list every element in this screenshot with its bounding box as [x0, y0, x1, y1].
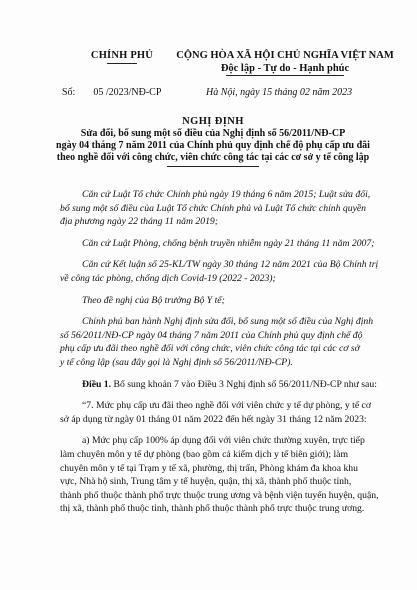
point-a [60, 434, 380, 516]
text-line: Căn cứ Kết luận số 25-KL/TW ngày 30 tháng 12 năm 2021 của Bộ Chính trị [82, 259, 379, 271]
issuing-agency: CHÍNH PHỦ [90, 50, 154, 61]
motto-underline [226, 75, 344, 76]
legal-basis-paragraph [60, 258, 380, 285]
document-body [60, 188, 380, 524]
issuing-agency-block [72, 50, 172, 64]
clause-7 [60, 399, 380, 426]
text-line: số 56/2011/NĐ-CP ngày 04 tháng 7 năm 2011 của Chính phủ quy định chế độ [60, 329, 363, 341]
text-line: sở áp dụng từ ngày 01 tháng 01 năm 2022 đến hết ngày 31 tháng 12 năm 2023: [60, 413, 367, 425]
text-line: thành phố thuộc thành phố trực thuộc trung ương và bệnh viện tuyến huyện, quận, [60, 489, 379, 501]
document-number [62, 87, 161, 98]
promulgation-paragraph [60, 315, 380, 369]
text-line [60, 378, 380, 392]
national-motto: Độc lập - Tự do - Hạnh phúc [220, 63, 350, 74]
text-line: y tế công lập (sau đây gọi là Nghị định số 56/2011/NĐ-CP). [60, 356, 293, 368]
text-line: làm chuyên môn y tế dự phòng (bao gồm cả kiểm dịch y tế biên giới); làm [60, 448, 349, 460]
title-underline [167, 166, 259, 167]
subject-line: theo nghề đối với công chức, viên chức công tác tại các cơ sở y tế công lập [56, 152, 370, 163]
article-1-label: Điều 1. [82, 378, 112, 390]
text-line: chuyên môn y tế tại Trạm y tế xã, phường, thị trấn, Phòng khám đa khoa khu [60, 462, 358, 474]
place-and-date: Hà Nội, ngày 15 tháng 02 năm 2023 [206, 87, 353, 98]
document-type: NGHỊ ĐỊNH [182, 116, 244, 127]
document-title-block [40, 116, 386, 167]
text-line: Căn cứ Luật Phòng, chống bệnh truyền nhiễm ngày 21 tháng 11 năm 2007; [82, 237, 375, 249]
text-line: “7. Mức phụ cấp ưu đãi theo nghề đối với viên chức y tế dự phòng, y tế cơ [82, 400, 371, 412]
article-1 [60, 378, 380, 392]
text-line: Căn cứ Luật Tổ chức Chính phủ ngày 19 tháng 6 năm 2015; Luật sửa đổi, [82, 189, 371, 200]
text-line: vực, Nhà hộ sinh, Trung tâm y tế huyện, quận, thị xã, thành phố thuộc tỉnh, [60, 476, 352, 488]
text-line: địa phương ngày 22 tháng 11 năm 2019; [60, 216, 218, 228]
text-line: Theo đề nghị của Bộ trưởng Bộ Y tế; [82, 294, 225, 306]
text-line: Chính phủ ban hành Nghị định sửa đổi, bổ sung một số điều của Nghị định [82, 316, 374, 328]
national-header-block [170, 50, 400, 76]
text-line: thị xã, thành phố thuộc tỉnh, thành phố thuộc thành phố trực thuộc trung ương. [60, 503, 365, 515]
national-title: CỘNG HÒA XÃ HỘI CHỦ NGHĨA VIỆT NAM [176, 50, 394, 61]
document-number-label: Số: [62, 87, 76, 98]
document-subject [40, 128, 386, 164]
text-line: bổ sung một số điều của Luật Tổ chức Chính phủ và Luật Tổ chức chính quyền [60, 202, 367, 214]
text-line: phụ cấp ưu đãi theo nghề đối với công chức, viên chức công tác tại các cơ sở [60, 343, 360, 355]
article-1-intro: Bổ sung khoản 7 vào Điều 3 Nghị định số 56/2011/NĐ-CP như sau: [111, 378, 377, 390]
document-number-value: 05 /2023/NĐ-CP [93, 87, 162, 98]
legal-basis-paragraph [60, 188, 380, 229]
proposal-paragraph [60, 294, 380, 308]
subject-line: Sửa đổi, bổ sung một số điều của Nghị định số 56/2011/NĐ-CP [80, 128, 346, 139]
text-line: a) Mức phụ cấp 100% áp dụng đối với viên chức thường xuyên, trực tiếp [82, 435, 365, 447]
subject-line: ngày 04 tháng 7 năm 2011 của Chính phủ quy định chế độ phụ cấp ưu đãi [56, 140, 370, 151]
text-line: về công tác phòng, chống dịch Covid-19 (2022 - 2023); [60, 272, 276, 284]
legal-basis-paragraph [60, 237, 380, 251]
agency-underline [107, 63, 137, 64]
